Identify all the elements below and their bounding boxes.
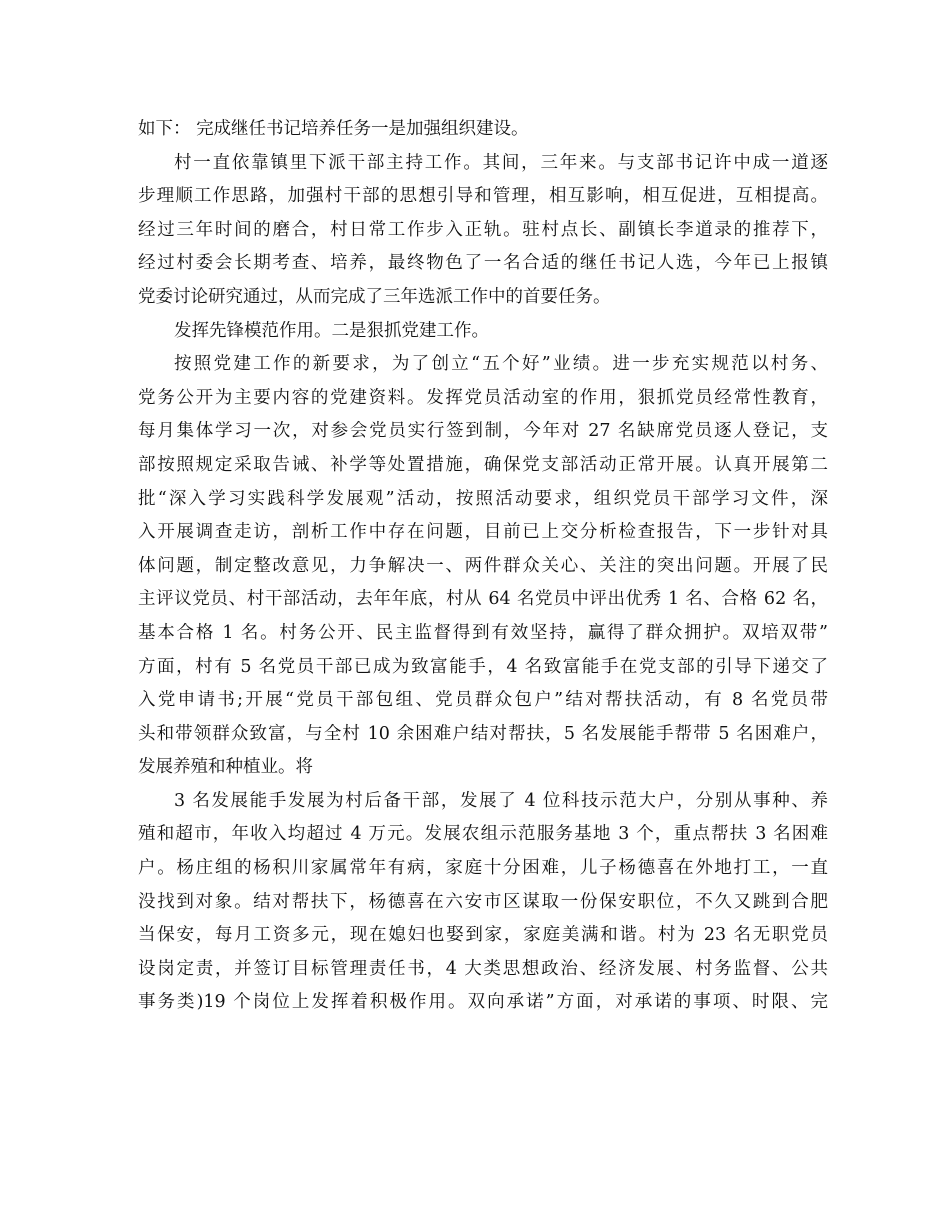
text-line: 头和带领群众致富，与全村 10 余困难户结对帮扶，5 名发展能手帮带 5 名困难户， bbox=[138, 723, 828, 744]
text-line: 步理顺工作思路，加强村干部的思想引导和管理，相互影响，相互促进，互相提高。 bbox=[138, 186, 828, 207]
text-line: 入开展调查走访，剖析工作中存在问题，目前已上交分析检查报告，下一步针对具 bbox=[138, 522, 828, 543]
text-line: 殖和超市，年收入均超过 4 万元。发展农组示范服务基地 3 个，重点帮扶 3 名困难 bbox=[138, 824, 828, 845]
text-line: 没找到对象。结对帮扶下，杨德喜在六安市区谋取一份保安职位，不久又跳到合肥 bbox=[138, 891, 828, 912]
text-line: 设岗定责，并签订目标管理责任书，4 大类思想政治、经济发展、村务监督、公共 bbox=[138, 958, 828, 979]
text-line: 党委讨论研究通过，从而完成了三年选派工作中的首要任务。 bbox=[138, 286, 611, 307]
text-line: 经过三年时间的磨合，村日常工作步入正轨。驻村点长、副镇长李道录的推荐下， bbox=[138, 219, 828, 240]
text-line: 经过村委会长期考查、培养，最终物色了一名合适的继任书记人选，今年已上报镇 bbox=[138, 253, 828, 274]
text-line: 户。杨庄组的杨积川家属常年有病，家庭十分困难，儿子杨德喜在外地打工，一直 bbox=[138, 858, 828, 879]
text-line: 基本合格 1 名。村务公开、民主监督得到有效坚持，赢得了群众拥护。双培双带” bbox=[138, 622, 828, 643]
text-line: 体问题，制定整改意见，力争解决一、两件群众关心、关注的突出问题。开展了民 bbox=[138, 555, 828, 576]
text-line: 3 名发展能手发展为村后备干部，发展了 4 位科技示范大户，分别从事种、养 bbox=[174, 790, 828, 811]
text-line: 发展养殖和种植业。将 bbox=[138, 757, 313, 778]
text-line: 部按照规定采取告诫、补学等处置措施，确保党支部活动正常开展。认真开展第二 bbox=[138, 454, 828, 475]
text-line: 每月集体学习一次，对参会党员实行签到制，今年对 27 名缺席党员逐人登记，支 bbox=[138, 421, 828, 442]
text-line: 发挥先锋模范作用。二是狠抓党建工作。 bbox=[174, 320, 489, 341]
text-line: 入党申请书;开展“党员干部包组、党员群众包户”结对帮扶活动，有 8 名党员带 bbox=[138, 690, 828, 711]
text-line: 批“深入学习实践科学发展观”活动，按照活动要求，组织党员干部学习文件，深 bbox=[138, 488, 828, 509]
text-line: 按照党建工作的新要求，为了创立“五个好”业绩。进一步充实规范以村务、 bbox=[174, 354, 828, 375]
text-line: 主评议党员、村干部活动，去年年底，村从 64 名党员中评出优秀 1 名、合格 62 名， bbox=[138, 589, 828, 610]
text-line: 事务类)19 个岗位上发挥着积极作用。双向承诺”方面，对承诺的事项、时限、完 bbox=[138, 992, 828, 1013]
text-line: 党务公开为主要内容的党建资料。发挥党员活动室的作用，狠抓党员经常性教育， bbox=[138, 387, 828, 408]
document-body bbox=[138, 113, 828, 1020]
text-line: 方面，村有 5 名党员干部已成为致富能手，4 名致富能手在党支部的引导下递交了 bbox=[138, 656, 828, 677]
text-line: 如下： 完成继任书记培养任务一是加强组织建设。 bbox=[138, 119, 529, 139]
text-line: 村一直依靠镇里下派干部主持工作。其间，三年来。与支部书记许中成一道逐 bbox=[174, 152, 828, 173]
text-line: 当保安，每月工资多元，现在媳妇也娶到家，家庭美满和谐。村为 23 名无职党员 bbox=[138, 925, 828, 946]
